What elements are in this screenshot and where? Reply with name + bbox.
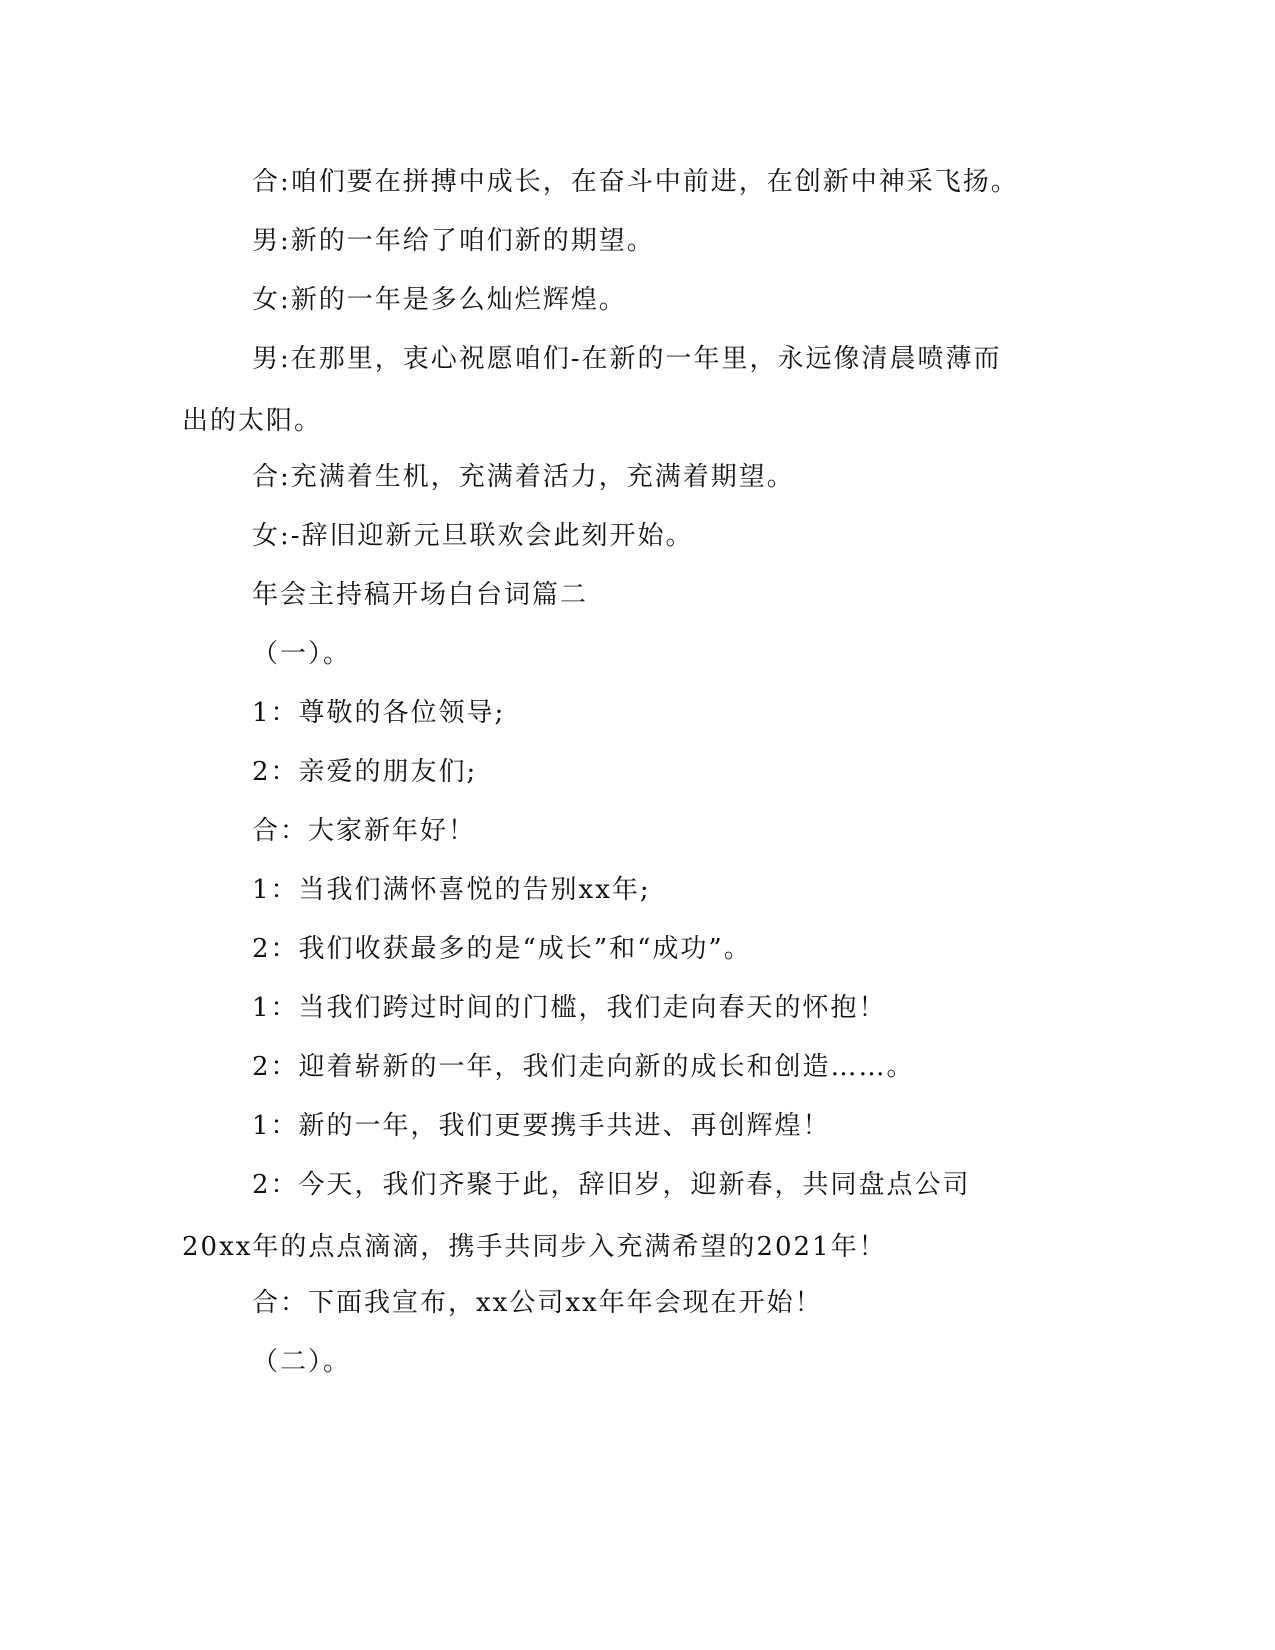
paragraph: 女:-辞旧迎新元旦联欢会此刻开始。: [252, 521, 694, 551]
paragraph: 1：当我们跨过时间的门槛，我们走向春天的怀抱！: [252, 993, 887, 1023]
paragraph: 男:新的一年给了咱们新的期望。: [252, 226, 655, 256]
paragraph: 1：当我们满怀喜悦的告别xx年;: [252, 875, 651, 905]
paragraph: 合：大家新年好！: [252, 816, 477, 846]
paragraph: 合:咱们要在拼搏中成长，在奋斗中前进，在创新中神采飞扬。: [252, 167, 1019, 197]
paragraph: 2：今天，我们齐聚于此，辞旧岁，迎新春，共同盘点公司20xx年的点点滴滴，携手共同步入充满希望的2021年！: [182, 1170, 971, 1262]
paragraph: 2：迎着崭新的一年，我们走向新的成长和创造……。: [252, 1052, 915, 1082]
paragraph: 合:充满着生机，充满着活力，充满着期望。: [252, 462, 795, 492]
paragraph: 1：尊敬的各位领导;: [252, 698, 506, 728]
paragraph: 女:新的一年是多么灿烂辉煌。: [252, 285, 627, 315]
paragraph: 合：下面我宣布，xx公司xx年年会现在开始！: [252, 1288, 823, 1318]
paragraph: （一）。: [252, 639, 352, 669]
paragraph: 2：亲爱的朋友们;: [252, 757, 478, 787]
paragraph: 男:在那里，衷心祝愿咱们-在新的一年里，永远像清晨喷薄而出的太阳。: [182, 344, 1002, 436]
paragraph: （二）。: [252, 1347, 352, 1377]
section-heading: 年会主持稿开场白台词篇二: [252, 580, 589, 610]
paragraph: 1：新的一年，我们更要携手共进、再创辉煌！: [252, 1111, 831, 1141]
paragraph: 2：我们收获最多的是“成长”和“成功”。: [252, 934, 752, 964]
